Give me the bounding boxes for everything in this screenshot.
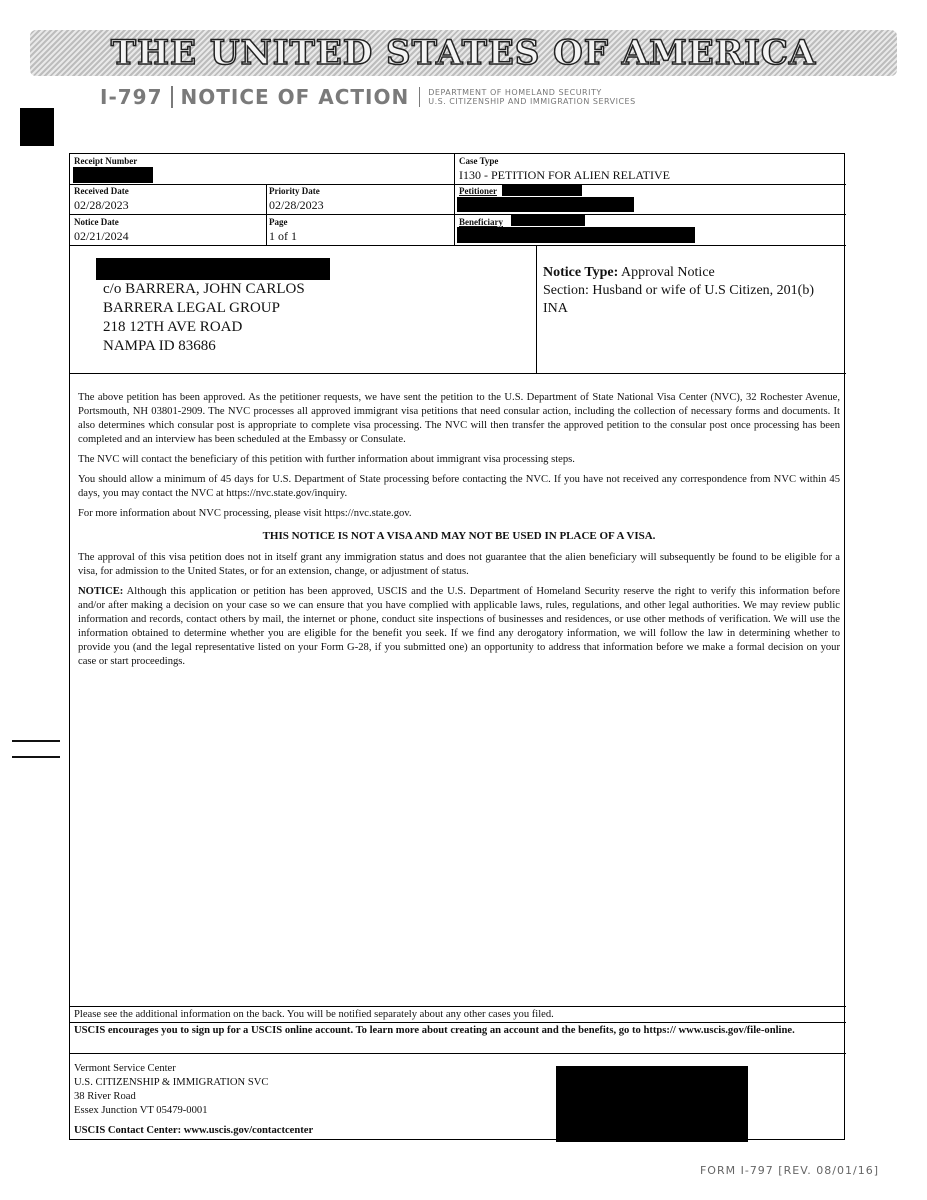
divider: [70, 184, 846, 185]
page-value: 1 of 1: [269, 229, 297, 243]
notice-section: Section: Husband or wife of U.S Citizen, 201(b) INA: [543, 283, 815, 316]
agency-name: DEPARTMENT OF HOMELAND SECURITY U.S. CITIZENSHIP AND IMMIGRATION SERVICES: [428, 88, 636, 106]
banner: [30, 30, 897, 76]
banner-title: THE UNITED STATES OF AMERICA: [110, 33, 817, 73]
priority-date-value: 02/28/2023: [269, 198, 324, 212]
receipt-number-label: Receipt Number: [74, 156, 138, 166]
priority-date-label: Priority Date: [269, 186, 320, 196]
service-center-line: U.S. CITIZENSHIP & IMMIGRATION SVC: [74, 1077, 269, 1088]
notice-form: [69, 153, 845, 1140]
divider: [70, 214, 846, 215]
corner-marker: [20, 108, 54, 146]
visa-warning: THIS NOTICE IS NOT A VISA AND MAY NOT BE USED IN PLACE OF A VISA.: [262, 530, 656, 542]
notice-date-label: Notice Date: [74, 217, 119, 227]
petitioner-label: Petitioner: [459, 186, 497, 196]
address-line: BARRERA LEGAL GROUP: [103, 300, 280, 316]
service-center-address: [74, 1062, 268, 1118]
received-date-label: Received Date: [74, 186, 129, 196]
body-paragraph: The NVC will contact the beneficiary of this petition with further information about immigrant visa processing steps.: [78, 454, 575, 465]
body-paragraph: The approval of this visa petition does not in itself grant any immigration status and does not guarantee that the alien beneficiary will subsequently be found to be eligible for a visa, for admission to the United States, or for an extension, change, or adjustment of status.: [78, 552, 840, 577]
contact-center: USCIS Contact Center: www.uscis.gov/contactcenter: [74, 1125, 314, 1136]
notice-type-block: [543, 264, 839, 318]
body-paragraph: The above petition has been approved. As the petitioner requests, we have sent the petition to the U.S. Department of State National Visa Center (NVC), 32 Rochester Avenue, Portsmouth, NH 03801-2909. The NVC processes all approved immigrant visa petitions that need consular action, including the collection of necessary forms and documents. It also determines which consular post is appropriate to complete visa processing. The NVC will then transfer the approved petition to the consular post once processing has been completed and an interview has been scheduled at the Embassy or Consulate.: [78, 392, 840, 445]
case-type-value: I130 - PETITION FOR ALIEN RELATIVE: [459, 168, 670, 182]
notice-text: Although this application or petition has been approved, USCIS and the U.S. Department of Homeland Security reserve the right to verify this information before and/or after making a decision on your case so we can ensure that you have complied with applicable laws, rules, regulations, and other legal authorities. We may review public information and records, contact others by mail, the internet or phone, conduct site inspections of businesses and residences, or use other methods of verification. We will use the information obtained to determine whether you are eligible for the benefit you seek. If we find any derogatory information, we will follow the law in determining whether to provide you (and the legal representative listed on your Form G-28, if you submitted one) an opportunity to address that information before we make a formal decision on your case or start proceedings.: [78, 586, 840, 667]
redacted-beneficiary: [511, 215, 585, 226]
notice-type-value: Approval Notice: [621, 265, 715, 280]
mailing-address: [103, 280, 305, 356]
divider: [70, 1006, 846, 1007]
service-center-line: Essex Junction VT 05479-0001: [74, 1105, 208, 1116]
additional-info: Please see the additional information on the back. You will be notified separately about any other cases you filed.: [74, 1009, 554, 1020]
address-line: 218 12TH AVE ROAD: [103, 319, 243, 335]
service-center-line: 38 River Road: [74, 1091, 136, 1102]
case-type-label: Case Type: [459, 156, 499, 166]
divider: [70, 245, 846, 246]
notice-paragraph: [78, 585, 840, 669]
body-paragraph: For more information about NVC processing, please visit https://nvc.state.gov.: [78, 508, 412, 519]
online-account-notice: USCIS encourages you to sign up for a USCIS online account. To learn more about creating an account and the benefits, go to https:// www.uscis.gov/file-online.: [74, 1025, 795, 1036]
divider: [70, 1053, 846, 1054]
redacted-petitioner: [457, 197, 634, 212]
header-divider: [171, 86, 173, 108]
header-divider: [419, 87, 420, 107]
fold-mark: [12, 756, 60, 758]
form-id: I-797: [100, 85, 163, 109]
form-revision: FORM I-797 [REV. 08/01/16]: [699, 1164, 879, 1177]
beneficiary-label: Beneficiary: [459, 217, 503, 227]
address-line: c/o BARRERA, JOHN CARLOS: [103, 281, 305, 297]
form-header: [100, 84, 636, 110]
notice-date-value: 02/21/2024: [74, 229, 129, 243]
divider: [70, 1022, 846, 1023]
service-center-line: Vermont Service Center: [74, 1063, 176, 1074]
divider: [536, 245, 537, 373]
fold-mark: [12, 740, 60, 742]
notice-type-label: Notice Type:: [543, 265, 619, 280]
divider: [70, 373, 846, 374]
redacted-petitioner: [502, 185, 582, 196]
address-line: NAMPA ID 83686: [103, 338, 216, 354]
redacted-beneficiary: [457, 227, 695, 243]
notice-label: NOTICE:: [78, 586, 124, 597]
form-title: NOTICE OF ACTION: [180, 85, 410, 109]
redacted-recipient-name: [96, 258, 330, 280]
notice-body: [78, 391, 840, 675]
received-date-value: 02/28/2023: [74, 198, 129, 212]
body-paragraph: You should allow a minimum of 45 days for U.S. Department of State processing before contacting the NVC. If you have not received any correspondence from NVC within 45 days, you may contact the NVC at https://nvc.state.gov/inquiry.: [78, 474, 840, 499]
redacted-barcode: [556, 1066, 748, 1142]
page-label: Page: [269, 217, 288, 227]
redacted-receipt-number: [73, 167, 153, 183]
divider: [454, 154, 455, 245]
